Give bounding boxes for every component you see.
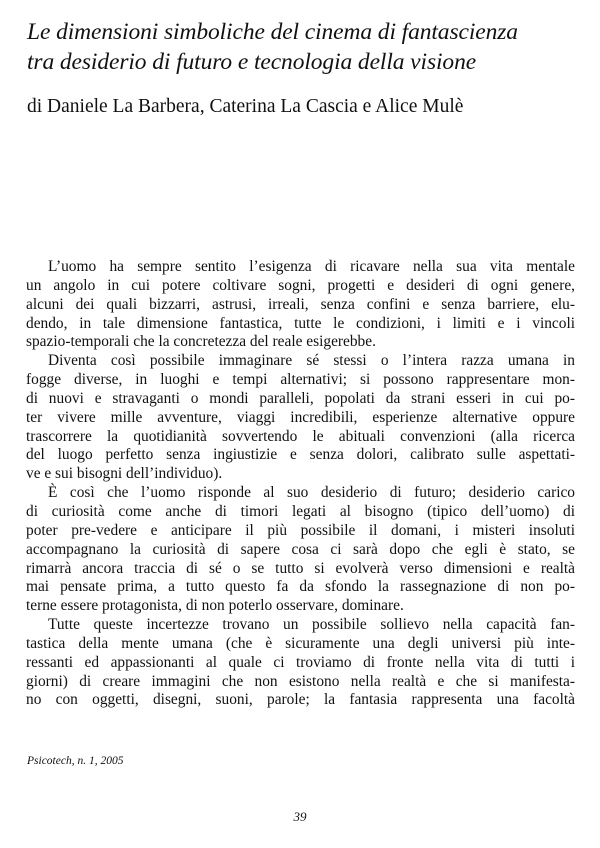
- body-line: trascorrere la quotidianità sovvertendo le abituali convenzioni (alla ricerca: [26, 427, 575, 445]
- body-line: ve e sui bisogni dell’individuo).: [26, 465, 223, 483]
- body-line: Diventa così possibile immaginare sé stessi o l’intera razza umana in: [48, 352, 575, 370]
- article-title: [27, 18, 587, 77]
- body-line: spazio-temporali che la concretezza del reale esigerebbe.: [26, 333, 376, 351]
- body-line: un angolo in cui potere coltivare sogni, progetti e desideri di ogni genere,: [26, 276, 575, 294]
- title-line-1: Le dimensioni simboliche del cinema di fantascienza: [27, 19, 518, 45]
- article-body: [26, 258, 575, 710]
- body-line: giorni) di creare immagini che non esistono nella realtà e che si manifesta-: [26, 672, 575, 690]
- body-line: rimarrà ancora traccia di sé o se tutto si evolverà verso dimensioni e realtà: [26, 559, 575, 577]
- body-line: L’uomo ha sempre sentito l’esigenza di ricavare nella sua vita mentale: [48, 258, 575, 275]
- article-authors: di Daniele La Barbera, Caterina La Cascia e Alice Mulè: [27, 96, 464, 117]
- body-line: È così che l’uomo risponde al suo desiderio di futuro; desiderio carico: [48, 484, 575, 502]
- body-line: dendo, in tale dimensione fantastica, tutte le condizioni, i limiti e i vincoli: [26, 314, 575, 332]
- page-number: 39: [293, 809, 307, 824]
- journal-citation: Psicotech, n. 1, 2005: [27, 755, 124, 767]
- body-line: di curiosità come anche di timori legati al bisogno (tipico dell’uomo) di: [26, 502, 575, 520]
- body-line: ressanti ed appassionanti al quale ci troviamo di fronte nella vita di tutti i: [26, 653, 575, 671]
- body-line: di nuovi e stravaganti o mondi paralleli, popolati da strani esseri in cui po-: [26, 389, 575, 407]
- body-line: mai pensate prima, a tutto questo fa da sfondo la rassegnazione di non po-: [26, 578, 575, 596]
- body-line: Tutte queste incertezze trovano un possibile sollievo nella capacità fan-: [48, 616, 575, 634]
- title-line-2: tra desiderio di futuro e tecnologia della visione: [27, 48, 477, 75]
- body-line: alcuni dei quali bizzarri, astrusi, irreali, senza confini e senza barriere, elu-: [26, 295, 575, 313]
- body-line: terne essere protagonista, di non poterlo osservare, dominare.: [26, 597, 404, 615]
- body-line: del luogo perfetto senza ingiustizie e senza dolori, calibrato sulle aspettati-: [26, 446, 575, 464]
- body-line: tastica della mente umana (che è sicuramente una degli universi più inte-: [26, 634, 575, 652]
- body-line: poter pre-vedere e anticipare il più possibile il domani, i misteri insoluti: [26, 521, 575, 539]
- body-line: accompagnano la curiosità di sapere cosa ci sarà dopo che egli è stato, se: [26, 540, 575, 558]
- body-line: ter vivere mille avventure, viaggi incredibili, esperienze alternative oppure: [26, 408, 575, 426]
- body-line: fogge diverse, in luoghi e tempi alternativi; si possono rappresentare mon-: [26, 371, 575, 389]
- body-line: no con oggetti, disegni, suoni, parole; la fantasia rappresenta una facoltà: [26, 691, 575, 709]
